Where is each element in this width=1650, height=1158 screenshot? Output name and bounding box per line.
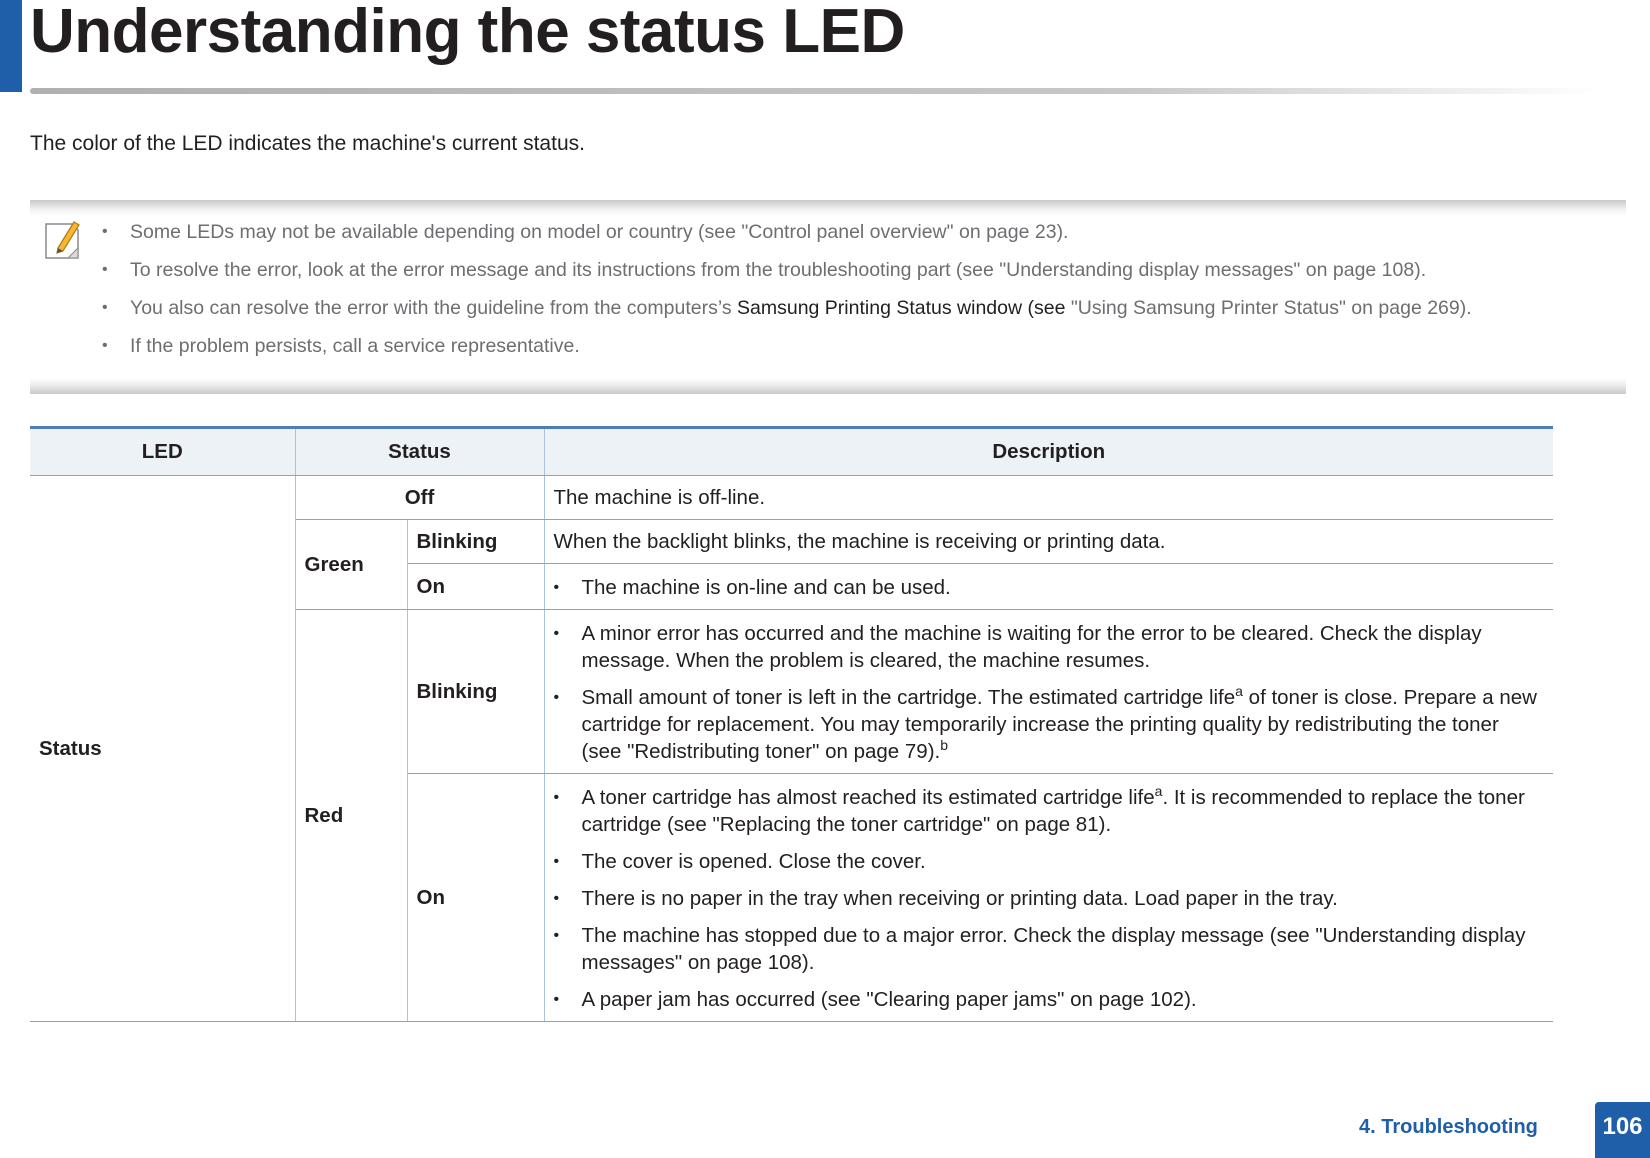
note-item: • If the problem persists, call a service representative. (102, 334, 1472, 372)
state-cell: Blinking (407, 610, 544, 774)
description-item: • There is no paper in the tray when receiving or printing data. Load paper in the tray. (554, 885, 1545, 912)
page-number-badge: 106 (1595, 1102, 1650, 1158)
description-text: of toner is close. Prepare a new cartridge for replacement. You may temporarily increase the printing quality by redistributing the toner (see "Redistributing toner" on page 79). (581, 686, 1537, 763)
state-cell: Blinking (407, 520, 544, 564)
state-cell: On (407, 564, 544, 610)
footnote-marker: b (940, 737, 949, 754)
color-cell: Green (295, 520, 407, 610)
description-cell (544, 774, 1553, 1022)
header-description: Description (544, 428, 1553, 476)
color-cell: Red (295, 610, 407, 1022)
description-list (554, 574, 1545, 601)
description-text: Small amount of toner is left in the cartridge. The estimated cartridge life (581, 686, 1236, 709)
header-led: LED (30, 428, 295, 476)
description-cell: When the backlight blinks, the machine is receiving or printing data. (544, 520, 1553, 564)
state-cell: On (407, 774, 544, 1022)
page-title: Understanding the status LED (30, 0, 905, 66)
note-item-text: "Using Samsung Printer Status" on page 269). (1065, 297, 1472, 319)
footer-section-link[interactable]: 4. Troubleshooting (1359, 1116, 1538, 1138)
led-status-table (30, 426, 1553, 1022)
status-cell: Off (295, 476, 544, 520)
note-box (30, 200, 1626, 394)
description-item (554, 784, 1545, 838)
description-item: • The cover is opened. Close the cover. (554, 848, 1545, 875)
header-status: Status (295, 428, 544, 476)
description-list (554, 784, 1545, 1013)
description-item (554, 684, 1545, 765)
title-rule (30, 88, 1600, 94)
note-top-border (30, 200, 1626, 216)
description-item: • The machine has stopped due to a major error. Check the display message (see "Understanding display messages" on page 108). (554, 922, 1545, 976)
note-link-text: Samsung Printing Status window (see (737, 297, 1066, 319)
note-item-text: You also can resolve the error with the guideline from the computers’s (130, 297, 737, 319)
note-item: • To resolve the error, look at the error message and its instructions from the troubleshooting part (see "Understanding display messages" on page 108). (102, 258, 1472, 296)
footnote-marker: a (1154, 783, 1163, 800)
description-cell (544, 610, 1553, 774)
table-row (30, 476, 1553, 520)
table-header-row (30, 428, 1553, 476)
description-item: • A paper jam has occurred (see "Clearing paper jams" on page 102). (554, 986, 1545, 1013)
description-cell (544, 564, 1553, 610)
description-cell: The machine is off-line. (544, 476, 1553, 520)
note-item (102, 296, 1472, 334)
description-item: • A minor error has occurred and the machine is waiting for the error to be cleared. Check the display message. When the problem is cleared, the machine resumes. (554, 620, 1545, 674)
footnote-marker: a (1235, 683, 1243, 700)
description-item: • The machine is on-line and can be used. (554, 574, 1545, 601)
description-list (554, 620, 1545, 765)
description-text: . It is recommended to replace the toner cartridge (see "Replacing the toner cartridge" on page 81). (581, 786, 1525, 836)
note-item: • Some LEDs may not be available depending on model or country (see "Control panel overview" on page 23). (102, 220, 1472, 258)
led-name-cell: Status (30, 476, 295, 1022)
accent-bar (0, 0, 22, 92)
note-pencil-icon (44, 218, 82, 260)
description-text: A toner cartridge has almost reached its estimated cartridge life (581, 786, 1155, 809)
note-bottom-border (30, 378, 1626, 394)
intro-text: The color of the LED indicates the machine's current status. (30, 132, 585, 155)
note-list (102, 220, 1472, 372)
